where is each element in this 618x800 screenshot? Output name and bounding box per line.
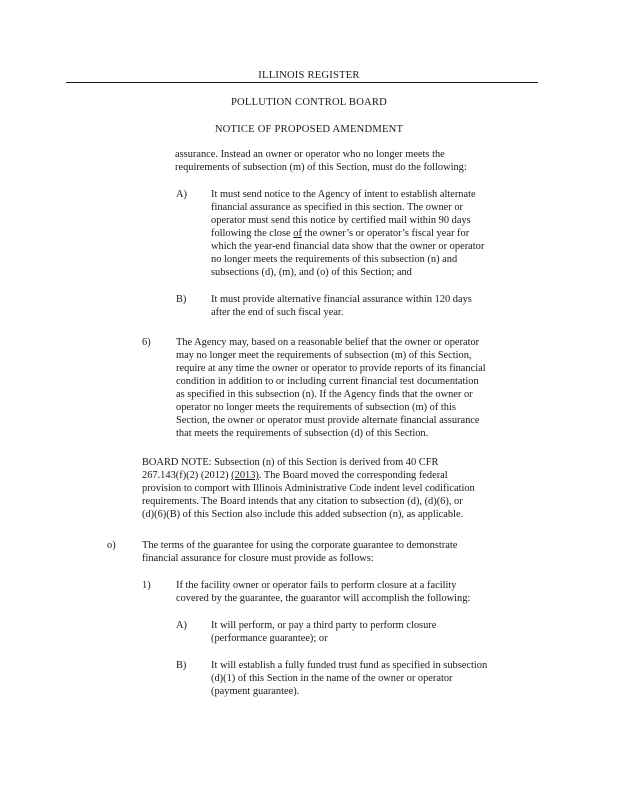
item-a-line: financial assurance as specified in this section. The owner or	[211, 202, 463, 213]
register-title: ILLINOIS REGISTER	[258, 70, 360, 81]
board-note-line: BOARD NOTE: Subsection (n) of this Section is derived from 40 CFR	[142, 457, 439, 468]
item-o1a-line: It will perform, or pay a third party to perform closure	[211, 620, 437, 631]
item-o1-line: If the facility owner or operator fails to perform closure at a facility	[176, 580, 457, 591]
underlined-insertion: of	[293, 228, 302, 239]
board-note-line: (d)(6)(B) of this Section also include this added subsection (n), as applicable.	[142, 509, 464, 520]
item-o1-line: covered by the guarantee, the guarantor will accomplish the following:	[176, 593, 471, 604]
item-6-line: may no longer meet the requirements of subsection (m) of this Section,	[176, 350, 472, 361]
item-6-line: Section, the owner or operator must provide alternate financial assurance	[176, 415, 480, 426]
item-b-line: after the end of such fiscal year.	[211, 307, 344, 318]
item-a-label: A)	[176, 189, 187, 200]
item-6-line: require at any time the owner or operator to provide reports of its financial	[176, 363, 486, 374]
intro-line: assurance. Instead an owner or operator who no longer meets the	[175, 149, 445, 160]
item-o-line: The terms of the guarantee for using the corporate guarantee to demonstrate	[142, 540, 458, 551]
item-a-line: which the year-end financial data show that the owner or operator	[211, 241, 485, 252]
item-6-line: that meets the requirements of subsection (d) of this Section.	[176, 428, 429, 439]
item-6-label: 6)	[142, 337, 151, 348]
notice-title: NOTICE OF PROPOSED AMENDMENT	[214, 124, 404, 135]
item-o1b-label: B)	[176, 660, 187, 671]
item-b-line: It must provide alternative financial assurance within 120 days	[211, 294, 472, 305]
item-a-line: operator must send this notice by certified mail within 90 days	[211, 215, 471, 226]
item-6-line: operator no longer meets the requirements of subsection (m) of this	[176, 402, 456, 413]
item-b-label: B)	[176, 294, 187, 305]
item-o1a-line: (performance guarantee); or	[211, 633, 328, 644]
board-note-line: 267.143(f)(2) (2012) (2013). The Board moved the corresponding federal	[142, 470, 448, 481]
item-a-line: no longer meets the requirements of this subsection (n) and	[211, 254, 458, 265]
item-a-line: following the close of the owner’s or operator’s fiscal year for	[211, 228, 470, 239]
board-note-line: requirements. The Board intends that any citation to subsection (d), (d)(6), or	[142, 496, 463, 507]
item-o-label: o)	[107, 540, 116, 551]
header-rule	[66, 82, 538, 83]
item-o-line: financial assurance for closure must provide as follows:	[142, 553, 374, 564]
item-a-line: subsections (d), (m), and (o) of this Section; and	[211, 267, 412, 278]
board-note-line: provision to comport with Illinois Administrative Code indent level codification	[142, 483, 475, 494]
item-o1b-line: It will establish a fully funded trust fund as specified in subsection	[211, 660, 488, 671]
item-6-line: The Agency may, based on a reasonable belief that the owner or operator	[176, 337, 480, 348]
item-o1-label: 1)	[142, 580, 151, 591]
item-o1b-line: (payment guarantee).	[211, 686, 300, 697]
underlined-insertion: (2013)	[231, 470, 259, 481]
board-name: POLLUTION CONTROL BOARD	[230, 97, 388, 108]
intro-line: requirements of subsection (m) of this Section, must do the following:	[175, 162, 467, 173]
item-o1a-label: A)	[176, 620, 187, 631]
item-a-line: It must send notice to the Agency of intent to establish alternate	[211, 189, 476, 200]
item-6-line: condition in addition to or including current financial test documentation	[176, 376, 479, 387]
item-6-line: as specified in this subsection (n). If the Agency finds that the owner or	[176, 389, 473, 400]
item-o1b-line: (d)(1) of this Section in the name of the owner or operator	[211, 673, 453, 684]
